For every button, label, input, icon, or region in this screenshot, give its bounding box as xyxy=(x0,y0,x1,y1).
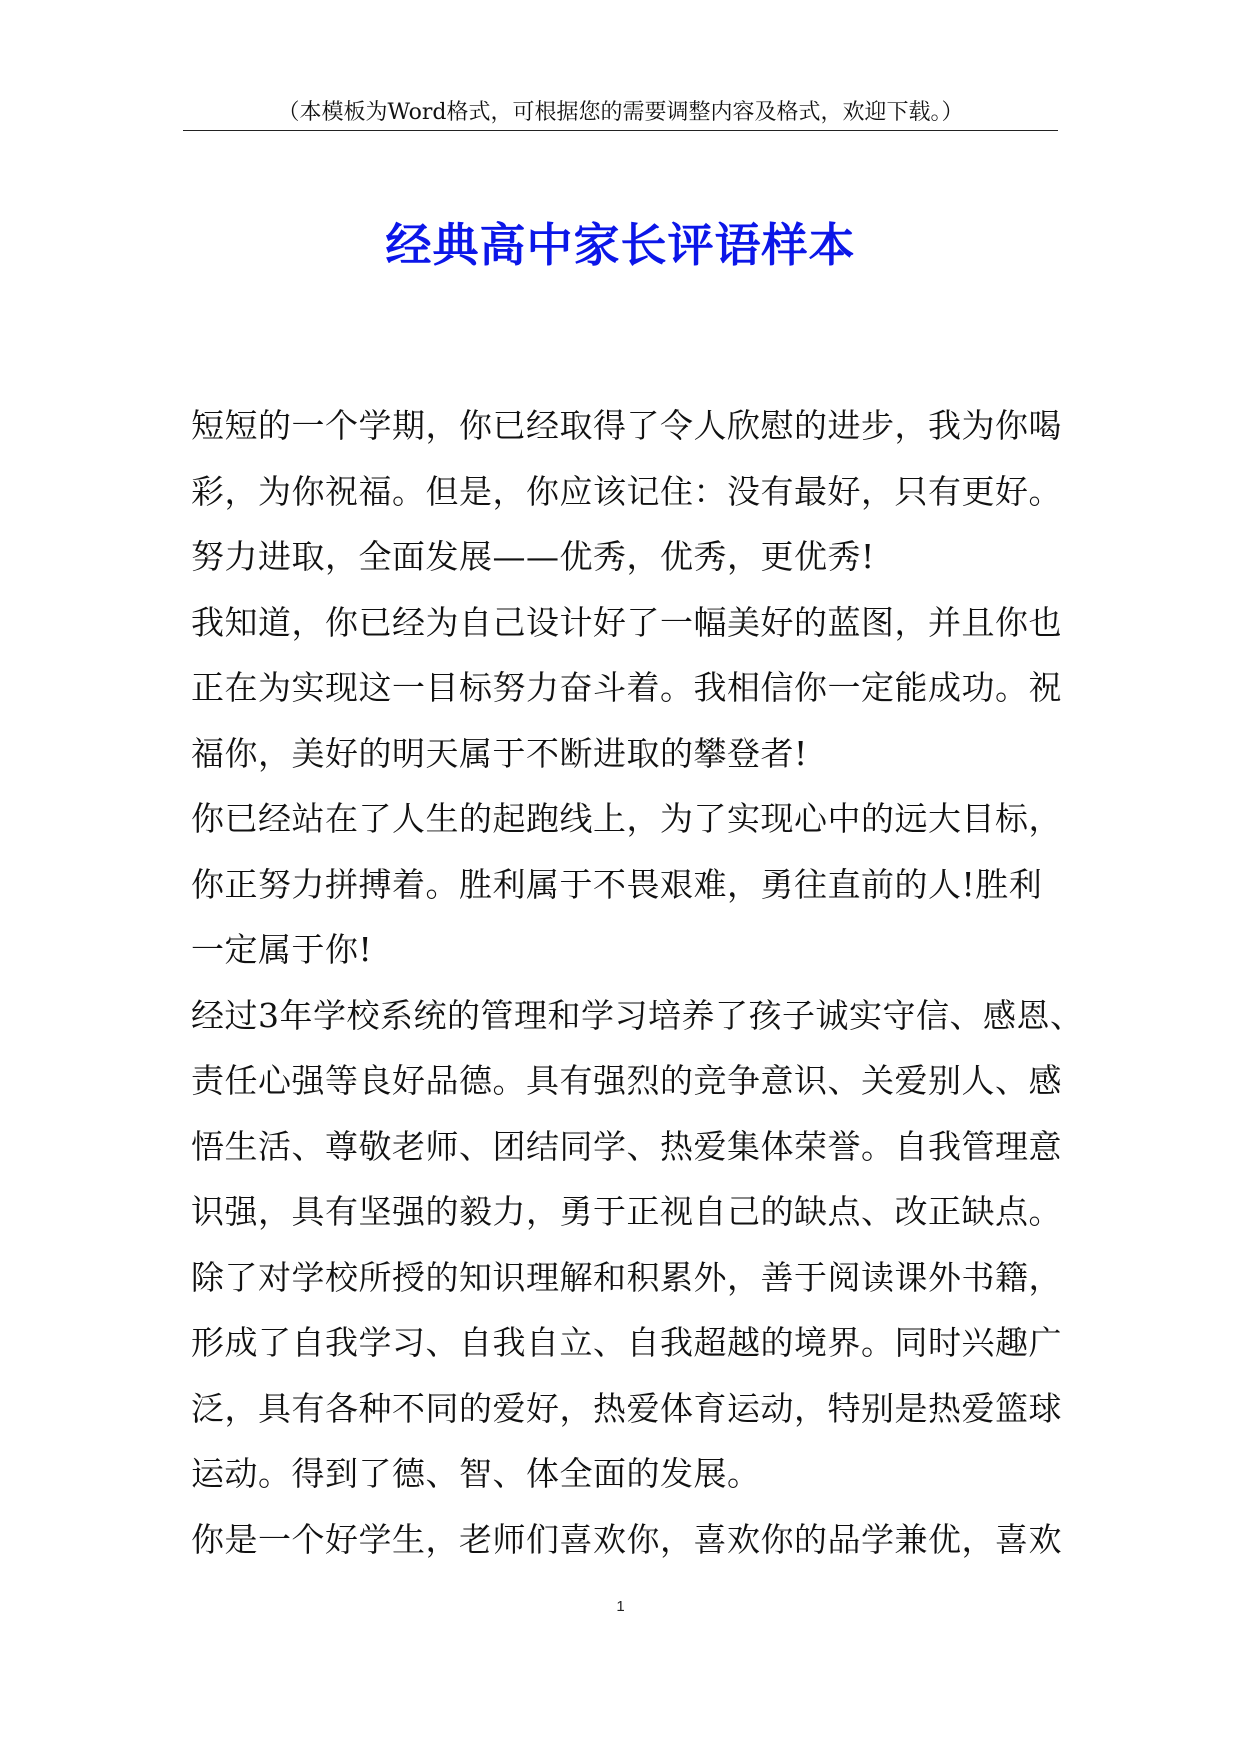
page-number: 1 xyxy=(616,1598,625,1615)
body-line: 你是一个好学生，老师们喜欢你，喜欢你的品学兼优，喜欢 xyxy=(191,1519,1062,1559)
body-line: 彩，为你祝福。但是，你应该记住：没有最好，只有更好。 xyxy=(191,471,1062,511)
document-title: 经典高中家长评语样本 xyxy=(385,218,856,272)
body-line: 悟生活、尊敬老师、团结同学、热爱集体荣誉。自我管理意 xyxy=(191,1126,1062,1166)
document-body xyxy=(191,393,1084,1572)
body-line: 你已经站在了人生的起跑线上，为了实现心中的远大目标， xyxy=(191,799,1062,838)
body-line: 形成了自我学习、自我自立、自我超越的境界。同时兴趣广 xyxy=(191,1323,1062,1362)
body-line: 识强，具有坚强的毅力，勇于正视自己的缺点、改正缺点。 xyxy=(191,1192,1062,1231)
body-line: 经过3年学校系统的管理和学习培养了孩子诚实守信、感恩、 xyxy=(191,995,1084,1035)
body-line: 你正努力拼搏着。胜利属于不畏艰难，勇往直前的人!胜利 xyxy=(191,864,1043,904)
body-line: 除了对学校所授的知识理解和积累外，善于阅读课外书籍， xyxy=(191,1257,1062,1297)
header-note: （本模板为Word格式，可根据您的需要调整内容及格式，欢迎下载。） xyxy=(277,100,964,125)
body-line: 泛，具有各种不同的爱好，热爱体育运动，特别是热爱篮球 xyxy=(191,1388,1062,1428)
body-line: 我知道，你已经为自己设计好了一幅美好的蓝图，并且你也 xyxy=(191,602,1062,642)
body-line: 努力进取，全面发展——优秀，优秀，更优秀! xyxy=(191,537,875,576)
body-line: 一定属于你! xyxy=(191,930,373,969)
body-line: 运动。得到了德、智、体全面的发展。 xyxy=(191,1454,761,1493)
body-line: 正在为实现这一目标努力奋斗着。我相信你一定能成功。祝 xyxy=(191,668,1062,707)
body-line: 短短的一个学期，你已经取得了令人欣慰的进步，我为你喝 xyxy=(191,406,1062,445)
body-line: 福你，美好的明天属于不断进取的攀登者! xyxy=(191,733,808,773)
body-line: 责任心强等良好品德。具有强烈的竞争意识、关爱别人、感 xyxy=(191,1061,1062,1100)
header-divider xyxy=(183,130,1058,131)
